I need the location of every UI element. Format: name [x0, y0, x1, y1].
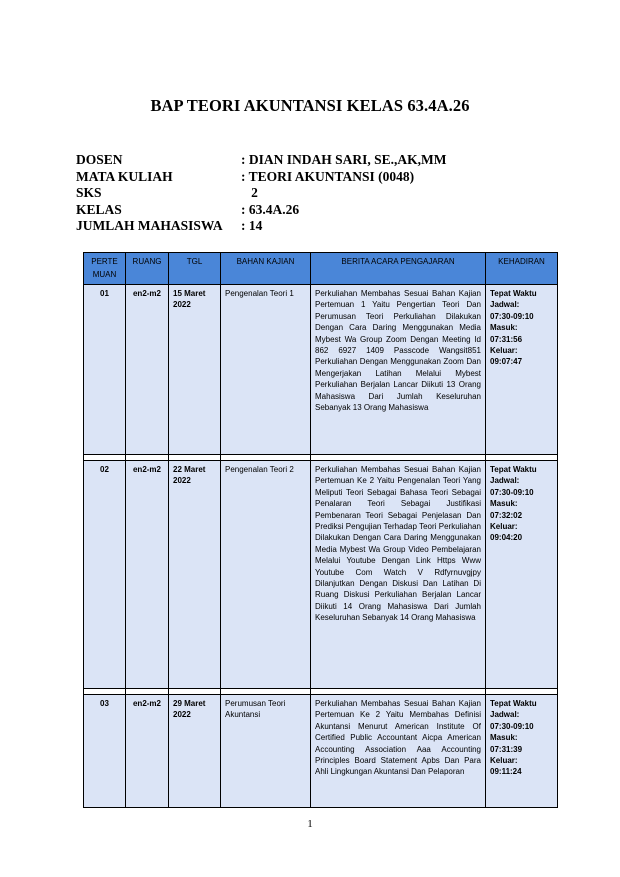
cell-bahan-kajian: Perumusan Teori Akuntansi [221, 695, 311, 808]
table-row [84, 285, 558, 455]
attendance-table [83, 252, 558, 808]
kehadiran-line: 09:04:20 [490, 533, 523, 543]
cell-ruang: en2-m2 [126, 285, 169, 455]
meta-value: 2 [241, 185, 258, 200]
kehadiran-line: 07:31:56 [490, 334, 523, 344]
meta-row-sks [76, 185, 447, 202]
meta-value: : DIAN INDAH SARI, SE.,AK,MM [241, 152, 447, 167]
table-header-row [84, 253, 558, 285]
cell-berita-acara: Perkuliahan Membahas Sesuai Bahan Kajian Pertemuan 1 Yaitu Pengertian Teori Dan Perumusan Teori Perkuliahan Dilakukan Dengan Cara Daring Menggunakan Media Mybest Wa Group Zoom Dengan Meeting Id 862 6927 1409 Passcode Wangsit851 Perkuliahan Dengan Menggunakan Zoom Dan Mengerjakan Latihan Melalui Mybest Perkuliahan Berjalan Lancar Diikuti 13 Orang Mahasiswa Dari Jumlah Keseluruhan Sebanyak 13 Orang Mahasiswa [311, 285, 486, 455]
col-header-tgl: TGL [169, 253, 221, 285]
table-row [84, 461, 558, 689]
kehadiran-line: Keluar: [490, 522, 518, 532]
cell-kehadiran [486, 461, 558, 689]
meta-label: MATA KULIAH [76, 168, 173, 184]
col-header-pertemuan: PERTE MUAN [84, 253, 126, 285]
cell-bahan-kajian: Pengenalan Teori 1 [221, 285, 311, 455]
meta-value: : TEORI AKUNTANSI (0048) [241, 168, 415, 184]
col-header-bahan-kajian: BAHAN KAJIAN [221, 253, 311, 285]
table-row [84, 695, 558, 808]
meta-value: : 63.4A.26 [241, 201, 300, 217]
kehadiran-line: 07:31:39 [490, 744, 523, 754]
kehadiran-line: Masuk: [490, 499, 518, 509]
meta-row-mata-kuliah [76, 169, 447, 186]
kehadiran-line: Keluar: [490, 756, 518, 766]
course-info [76, 152, 447, 235]
cell-pertemuan: 03 [84, 695, 126, 808]
kehadiran-line: Tepat Waktu [490, 699, 537, 708]
meta-label: SKS [76, 185, 102, 200]
cell-pertemuan: 02 [84, 461, 126, 689]
kehadiran-line: Masuk: [490, 323, 518, 333]
kehadiran-line: 09:11:24 [490, 767, 522, 777]
kehadiran-line: 07:30-09:10 [490, 487, 534, 497]
kehadiran-line: Jadwal: [490, 710, 520, 720]
meta-value: : 14 [241, 218, 263, 233]
kehadiran-line: Keluar: [490, 346, 518, 356]
document-title: BAP TEORI AKUNTANSI KELAS 63.4A.26 [150, 96, 470, 115]
kehadiran-line: Jadwal: [490, 300, 520, 310]
kehadiran-line: Masuk: [490, 733, 518, 743]
meta-row-dosen [76, 152, 447, 169]
cell-kehadiran [486, 695, 558, 808]
cell-kehadiran [486, 285, 558, 455]
page-number: 1 [307, 818, 313, 830]
kehadiran-line: Tepat Waktu [490, 465, 537, 474]
cell-ruang: en2-m2 [126, 695, 169, 808]
cell-berita-acara: Perkuliahan Membahas Sesuai Bahan Kajian Pertemuan Ke 2 Yaitu Membahas Definisi Akuntansi Menurut American Institute Of Certified Public Accountant Aicpa American Accounting Association Aaa Accounting Principles Board Statement Apbs Dan Para Ahli Lingkungan Akuntansi Dan Pelaporan [311, 695, 486, 808]
kehadiran-line: 07:30-09:10 [490, 311, 534, 321]
kehadiran-line: Tepat Waktu [490, 289, 537, 298]
cell-ruang: en2-m2 [126, 461, 169, 689]
meta-row-kelas [76, 202, 447, 219]
kehadiran-line: 09:07:47 [490, 357, 523, 367]
cell-tgl: 29 Maret 2022 [169, 695, 221, 808]
meta-row-jumlah-mahasiswa [76, 218, 447, 235]
cell-berita-acara: Perkuliahan Membahas Sesuai Bahan Kajian Pertemuan Ke 2 Yaitu Pengenalan Teori Yang Meliputi Teori Sebagai Bahasa Teori Sebagai Penalaran Teori Sebagai Justifikasi Pembenaran Teori Sebagai Penjelasan Dan Prediksi Pengujian Terhadap Teori Perkuliahan Dilakukan Dengan Cara Daring Menggunakan Media Mybest Wa Group Video Pembelajaran Melalui Youtube Dengan Link Https Www Youtube Com Watch V Rdfyrnuvgjpy Dilanjutkan Dengan Diskusi Dan Latihan Di Ruang Diskusi Perkuliahan Berjalan Lancar Diikuti 14 Orang Mahasiswa Dari Jumlah Keseluruhan Sebanyak 14 Orang Mahasiswa [311, 461, 486, 689]
meta-label: DOSEN [76, 152, 123, 167]
kehadiran-line: 07:30-09:10 [490, 721, 534, 731]
cell-bahan-kajian: Pengenalan Teori 2 [221, 461, 311, 689]
col-header-berita-acara: BERITA ACARA PENGAJARAN [311, 253, 486, 285]
meta-label: JUMLAH MAHASISWA [76, 218, 223, 233]
cell-tgl: 22 Maret 2022 [169, 461, 221, 689]
kehadiran-line: 07:32:02 [490, 510, 523, 520]
kehadiran-line: Jadwal: [490, 476, 520, 486]
col-header-ruang: RUANG [126, 253, 169, 285]
cell-pertemuan: 01 [84, 285, 126, 455]
col-header-kehadiran: KEHADIRAN [486, 253, 558, 285]
meta-label: KELAS [76, 201, 122, 217]
cell-tgl: 15 Maret 2022 [169, 285, 221, 455]
